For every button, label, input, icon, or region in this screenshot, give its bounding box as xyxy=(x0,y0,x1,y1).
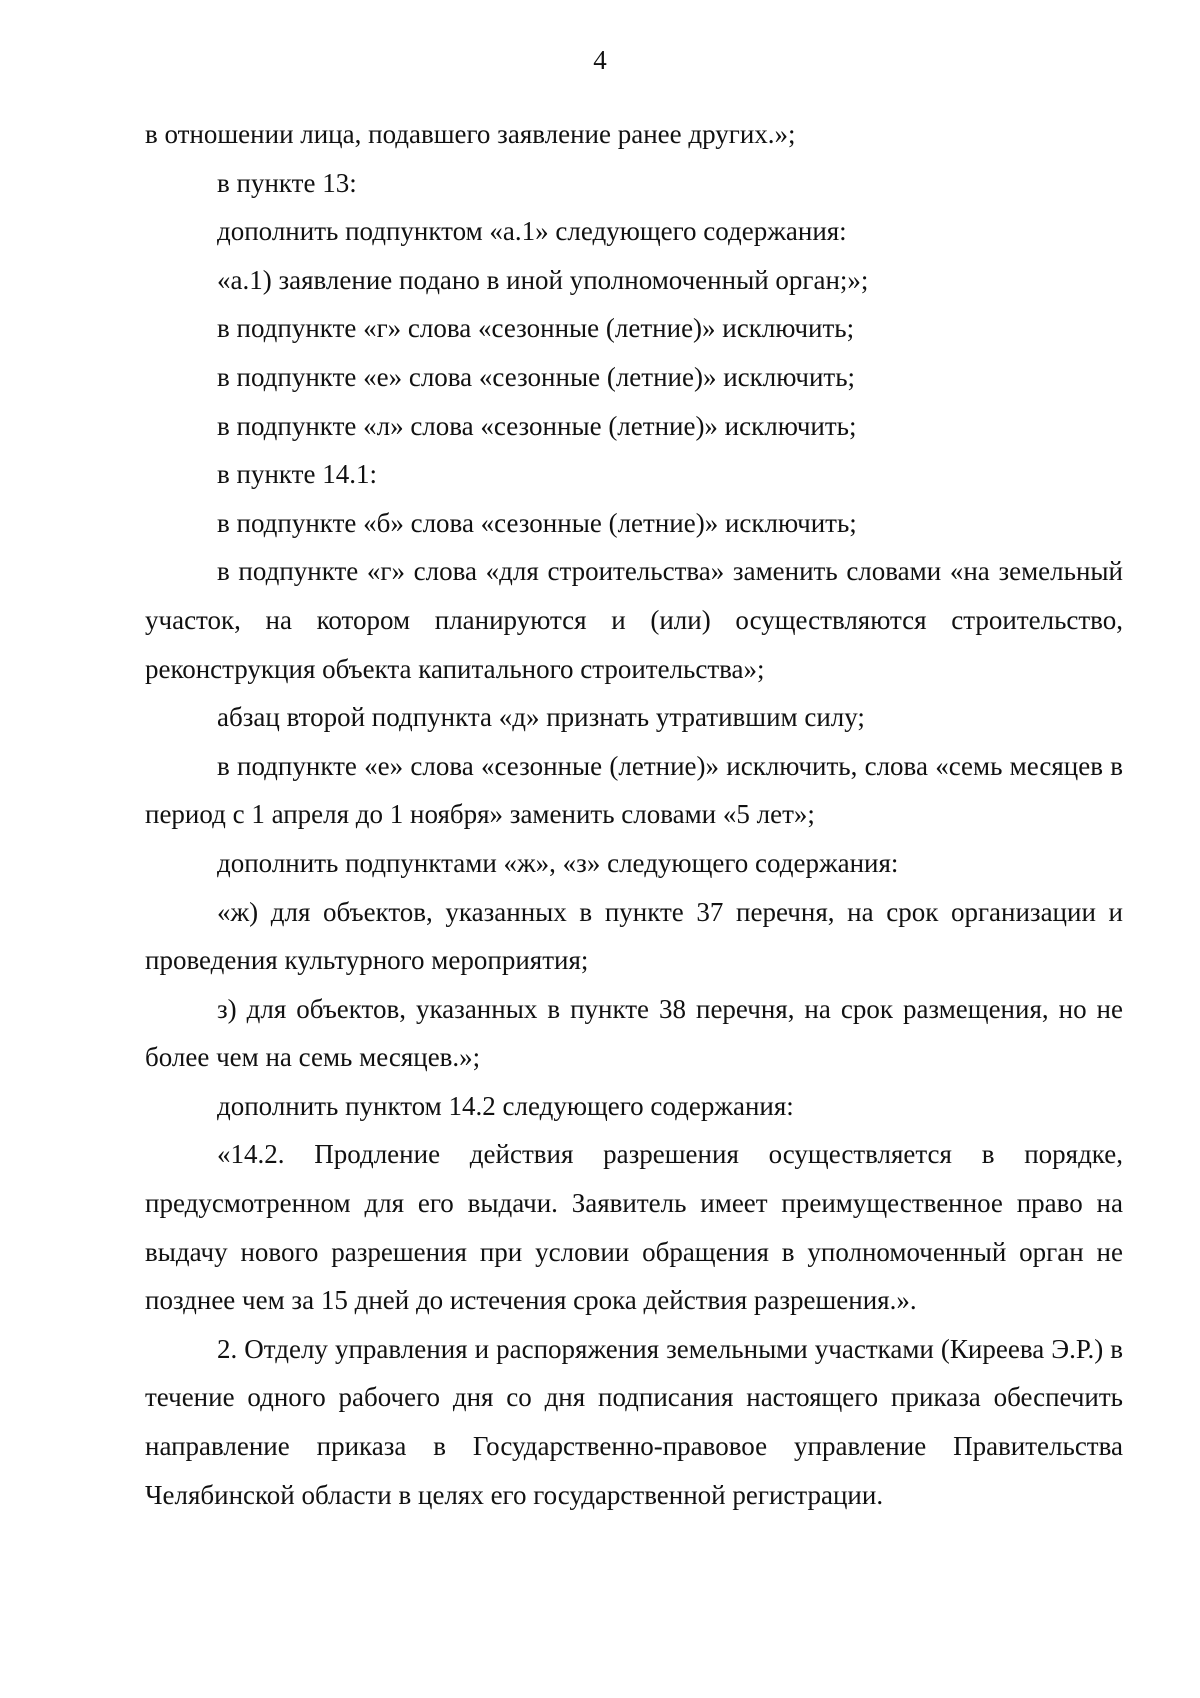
paragraph-4: «а.1) заявление подано в иной уполномоченный орган;»; xyxy=(217,264,869,295)
paragraph-2: в пункте 13: xyxy=(217,167,357,198)
paragraph-8: в пункте 14.1: xyxy=(217,459,377,490)
paragraph-6: в подпункте «е» слова «сезонные (летние)» исключить; xyxy=(217,361,856,392)
paragraph-15: з) для объектов, указанных в пункте 38 перечня, на срок размещения, но не более чем на семь месяцев.»; xyxy=(145,993,1123,1073)
paragraph-5: в подпункте «г» слова «сезонные (летние)» исключить; xyxy=(217,313,855,344)
document-body xyxy=(145,110,1123,1519)
paragraph-1: в отношении лица, подавшего заявление ранее других.»; xyxy=(145,119,796,149)
paragraph-9: в подпункте «б» слова «сезонные (летние)» исключить; xyxy=(217,507,857,538)
paragraph-13: дополнить подпунктами «ж», «з» следующего содержания: xyxy=(217,847,899,878)
paragraph-17: «14.2. Продление действия разрешения осуществляется в порядке, предусмотренном для его выдачи. Заявитель имеет преимущественное право на выдачу нового разрешения при условии обращения в уполномоченный орган не позднее чем за 15 дней до истечения срока действия разрешения.». xyxy=(145,1139,1123,1316)
paragraph-14: «ж) для объектов, указанных в пункте 37 перечня, на срок организации и проведения культурного мероприятия; xyxy=(145,896,1123,976)
paragraph-3: дополнить подпунктом «а.1» следующего содержания: xyxy=(217,216,847,247)
paragraph-10: в подпункте «г» слова «для строительства» заменить словами «на земельный участок, на котором планируются и (или) осуществляются строительство, реконструкция объекта капитального строительства»; xyxy=(145,556,1123,684)
page-number: 4 xyxy=(593,45,607,75)
paragraph-7: в подпункте «л» слова «сезонные (летние)» исключить; xyxy=(217,410,857,441)
paragraph-18: 2. Отделу управления и распоряжения земельными участками (Киреева Э.Р.) в течение одного рабочего дня со дня подписания настоящего приказа обеспечить направление приказа в Государственно-правовое управление Правительства Челябинской области в целях его государственной регистрации. xyxy=(145,1333,1123,1510)
paragraph-11: абзац второй подпункта «д» признать утратившим силу; xyxy=(217,702,865,733)
paragraph-16: дополнить пунктом 14.2 следующего содержания: xyxy=(217,1090,794,1121)
paragraph-12: в подпункте «е» слова «сезонные (летние)» исключить, слова «семь месяцев в период с 1 апреля до 1 ноября» заменить словами «5 лет»; xyxy=(145,750,1123,830)
